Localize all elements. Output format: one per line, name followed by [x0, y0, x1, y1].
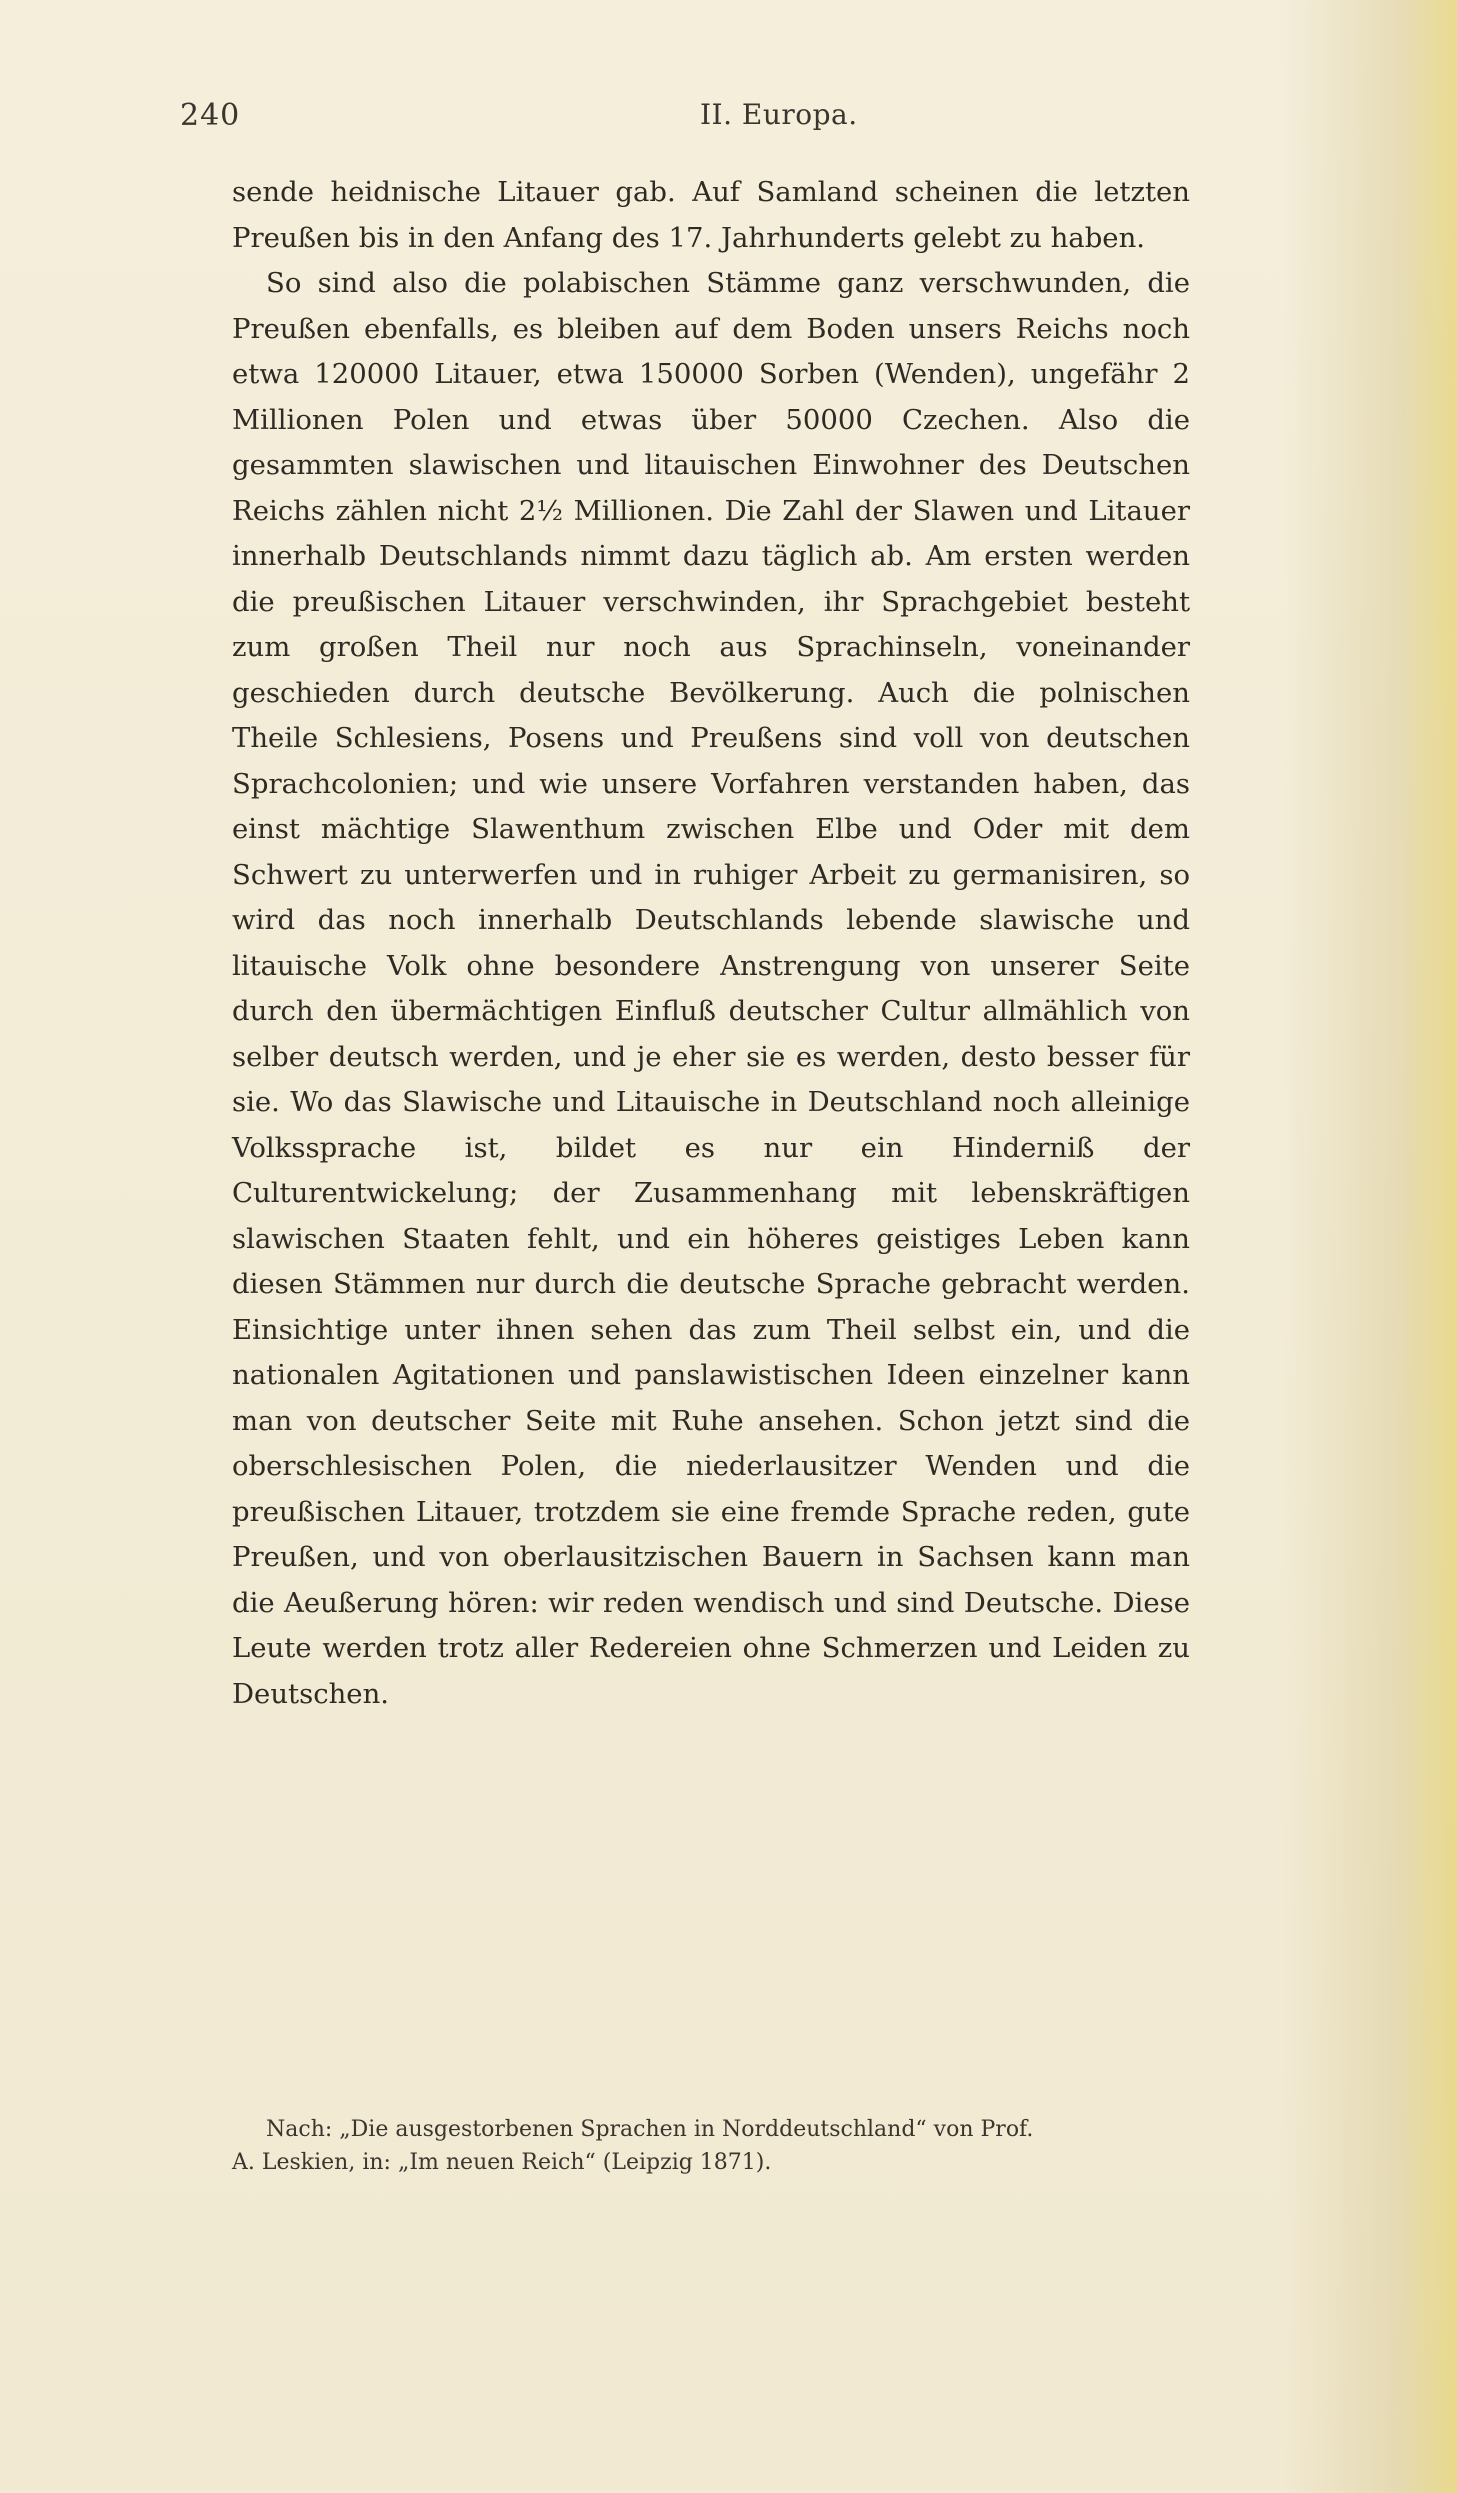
- paragraph-main: So sind also die polabischen Stämme ganz verschwunden, die Preußen ebenfalls, es bleiben auf dem Boden unsers Reichs noch etwa 120000 Litauer, etwa 150000 Sorben (Wenden), ungefähr 2 Millionen Polen und etwas über 50000 Czechen. Also die gesammten slawischen und litauischen Einwohner des Deutschen Reichs zählen nicht 2½ Millionen. Die Zahl der Slawen und Litauer innerhalb Deutschlands nimmt dazu täglich ab. Am ersten werden die preußischen Litauer verschwinden, ihr Sprachgebiet besteht zum großen Theil nur noch aus Sprachinseln, voneinander geschieden durch deutsche Bevölkerung. Auch die polnischen Theile Schlesiens, Posens und Preußens sind voll von deutschen Sprachcolonien; und wie unsere Vorfahren verstanden haben, das einst mächtige Slawenthum zwischen Elbe und Oder mit dem Schwert zu unterwerfen und in ruhiger Arbeit zu germanisiren, so wird das noch innerhalb Deutschlands lebende slawische und litauische Volk ohne besondere Anstrengung von unserer Seite durch den übermächtigen Einfluß deutscher Cultur allmählich von selber deutsch werden, und je eher sie es werden, desto besser für sie. Wo das Slawische und Litauische in Deutschland noch alleinige Volkssprache ist, bildet es nur ein Hinderniß der Culturentwickelung; der Zusammenhang mit lebenskräftigen slawischen Staaten fehlt, und ein höheres geistiges Leben kann diesen Stämmen nur durch die deutsche Sprache gebracht werden. Einsichtige unter ihnen sehen das zum Theil selbst ein, und die nationalen Agitationen und panslawistischen Ideen einzelner kann man von deutscher Seite mit Ruhe ansehen. Schon jetzt sind die oberschlesischen Polen, die niederlausitzer Wenden und die preußischen Litauer, trotzdem sie eine fremde Sprache reden, gute Preußen, und von oberlausitzischen Bauern in Sachsen kann man die Aeußerung hören: wir reden wendisch und sind Deutsche. Diese Leute werden trotz aller Redereien ohne Schmerzen und Leiden zu Deutschen.: [232, 267, 1190, 1710]
- paragraph-continuation: sende heidnische Litauer gab. Auf Samland scheinen die letzten Preußen bis in den Anfang des 17. Jahrhunderts gelebt zu haben.: [232, 176, 1190, 254]
- body-text: [232, 170, 1190, 1717]
- source-line-2: A. Leskien, in: „Im neuen Reich“ (Leipzig 1871).: [232, 2150, 772, 2175]
- page-header: [180, 98, 1200, 138]
- source-citation: [232, 2113, 1190, 2179]
- running-head: II. Europa.: [700, 98, 858, 131]
- source-line-1: Nach: „Die ausgestorbenen Sprachen in Norddeutschland“ von Prof.: [266, 2117, 1034, 2142]
- page-number: 240: [180, 98, 241, 133]
